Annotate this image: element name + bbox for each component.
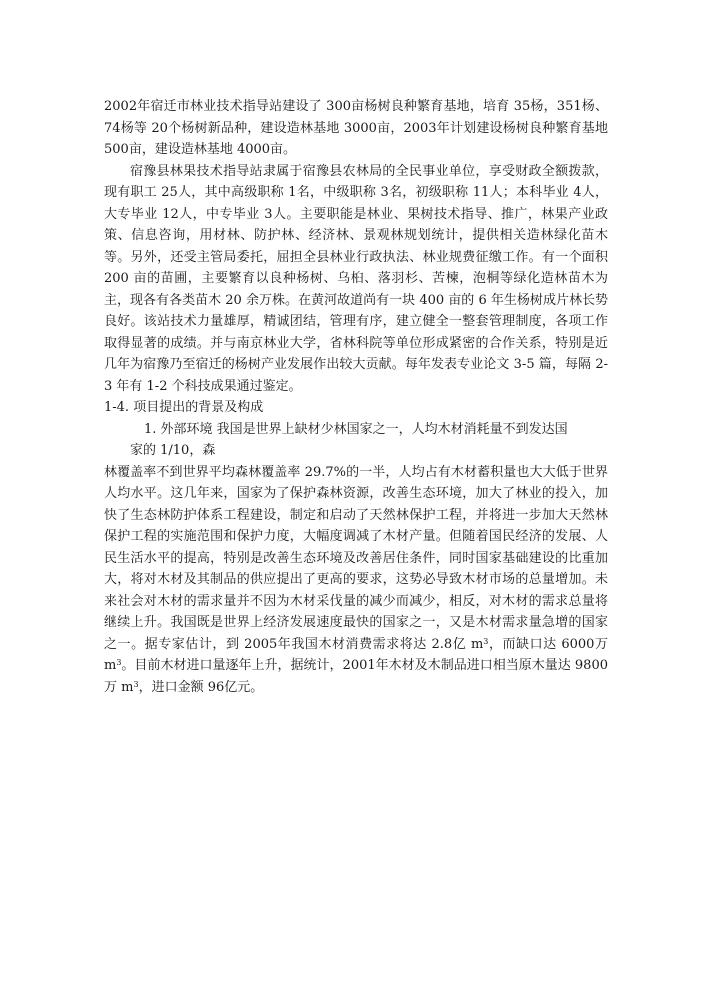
list-item-line-2: 家的 1/10，森 — [130, 443, 216, 458]
timber-demand-text-3: 。目前木材进口量逐年上升，据统计，2001年木材及木制品进口相当原木量达 9800万 m — [104, 658, 608, 695]
cubic-superscript-2: 3 — [116, 658, 122, 667]
paragraph-nursery-base: 2002年宿迁市林业技术指导站建设了 300亩杨树良种繁育基地，培育 35杨，351杨、74杨等 20个杨树新品种，建设造林基地 3000亩，2003年计划建设杨树良种繁育基地 500亩，建设造林基地 4000亩。 — [104, 99, 608, 157]
document-body — [104, 96, 608, 698]
timber-demand-text-1: 林覆盖率不到世界平均森林覆盖率 29.7%的一半，人均占有木材蓄积量也大大低于世界人均水平。这几年来，国家为了保护森林资源，改善生态环境，加大了林业的投入，加快了生态林防护体系工程建设，制定和启动了天然林保护工程，并将进一步加大天然林保护工程的实施范围和保护力度，大幅度调减了木材产量。但随着国民经济的发展、人民生活水平的提高，特别是改善生态环境及改善居住条件，同时国家基础建设的比重加大，将对木材及其制品的供应提出了更高的要求，这势必导致木材市场的总量增加。未来社会对木材的需求量并不因为木材采伐量的减少而减少，相反，对木材的需求总量将继续上升。我国既是世界上经济发展速度最快的国家之一，又是木材需求量急增的国家之一。据专家估计，到 2005年我国木材消费需求将达 2.8亿 m — [104, 464, 608, 652]
list-item-external-environment — [104, 419, 608, 462]
cubic-superscript-3: 3 — [133, 679, 139, 689]
timber-demand-text-4: ，进口金额 96亿元。 — [138, 679, 264, 695]
paragraph-timber-demand — [104, 462, 608, 699]
list-item-line-1: 1. 外部环境 我国是世界上缺材少林国家之一，人均木材消耗量不到发达国 — [144, 421, 568, 437]
paragraph-forestry-station: 宿豫县林果技术指导站隶属于宿豫县农林局的全民事业单位，享受财政全额拨款，现有职工 25人，其中高级职称 1名，中级职称 3名，初级职称 11人；本科毕业 4人，大专毕业 12人，中专毕业 3人。主要职能是林业、果树技术指导、推广，林果产业政策、信息咨询，用材林、防护林、经济林、景观林规划统计，提供相关造林绿化苗木等。另外，还受主管局委托，屈担全县林业行政执法、林业规费征缴工作。有一个面积 200 亩的苗圃，主要繁育以良种杨树、乌桕、落羽杉、苦楝，泡桐等绿化造林苗木为主，现各有各类苗木 20 余万株。在黄河故道尚有一块 400 亩的 6 年生杨树成片林长势良好。该站技术力量雄厚，精诚团结，管理有序，建立健全一整套管理制度，各项工作取得显著的成绩。并与南京林业大学，省林科院等单位形成紧密的合作关系，特别是近几年为宿豫乃至宿迁的杨树产业发展作出较大贡献。每年发表专业论文 3-5 篇，每隔 2-3 年有 1-2 个科技成果通过鉴定。 — [104, 163, 608, 394]
cubic-superscript-1: 3 — [483, 636, 489, 646]
section-heading: 1-4. 项目提出的背景及构成 — [104, 400, 264, 415]
timber-demand-text-2: ，而缺口达 6000万 m — [104, 636, 608, 673]
